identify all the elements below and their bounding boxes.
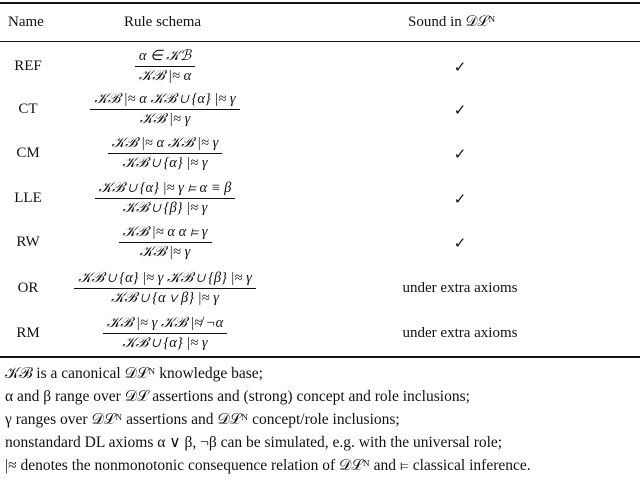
- rule-name: RM: [16, 325, 40, 341]
- table-row: [0, 89, 640, 133]
- rule-premise: 𝒦ℬ ∪ {α} |≈ γ ⊨ α ≡ β: [95, 179, 236, 199]
- footnote-line: |≈ denotes the nonmonotonic consequence relation of 𝒟ℒᴺ and ⊨ classical inference.: [5, 457, 531, 474]
- rule-schema: [50, 47, 280, 86]
- rule-premise: 𝒦ℬ ∪ {α} |≈ γ 𝒦ℬ ∪ {β} |≈ γ: [74, 269, 256, 289]
- table-row: [0, 133, 640, 177]
- sound-status: ✓: [453, 60, 467, 76]
- rule-name: REF: [14, 58, 42, 74]
- rule-conclusion: 𝒦ℬ |≈ γ: [139, 244, 191, 260]
- sound-status: under extra axioms: [402, 325, 518, 341]
- footnote-line: α and β range over 𝒟ℒ assertions and (strong) concept and role inclusions;: [5, 388, 470, 405]
- footnote-line: 𝒦ℬ is a canonical 𝒟ℒᴺ knowledge base;: [5, 365, 263, 382]
- sound-status: under extra axioms: [402, 280, 518, 296]
- table-row: [0, 178, 640, 222]
- rule-schema: [50, 314, 280, 353]
- table-row: [0, 313, 640, 357]
- rule-conclusion: 𝒦ℬ |≈ γ: [139, 111, 191, 127]
- rule-name: OR: [17, 280, 39, 296]
- rule-conclusion: 𝒦ℬ ∪ {α} |≈ γ: [122, 155, 208, 171]
- rule-name: CM: [16, 145, 40, 161]
- rule-premise: 𝒦ℬ |≈ α 𝒦ℬ ∪ {α} |≈ γ: [90, 90, 239, 110]
- sound-status: ✓: [453, 236, 467, 252]
- rule-name: RW: [16, 234, 40, 250]
- rule-name: LLE: [14, 190, 42, 206]
- sound-status: ✓: [453, 147, 467, 163]
- rule-premise: 𝒦ℬ |≈ α α ⊨ γ: [119, 223, 212, 243]
- footnote-line: γ ranges over 𝒟ℒᴺ assertions and 𝒟ℒᴺ concept/role inclusions;: [5, 411, 400, 428]
- sound-status: ✓: [453, 103, 467, 119]
- header-name: Name: [8, 14, 44, 30]
- rule-conclusion: 𝒦ℬ |≈ α: [138, 68, 192, 84]
- rule-conclusion: 𝒦ℬ ∪ {β} |≈ γ: [122, 200, 208, 216]
- rule-schema: [50, 269, 280, 308]
- bottom-rule: [0, 356, 640, 358]
- top-rule: [0, 2, 640, 4]
- rule-name: CT: [18, 101, 38, 117]
- rule-schema: [50, 223, 280, 262]
- rule-schema: [50, 134, 280, 173]
- header-sound: Sound in 𝒟ℒᴺ: [408, 14, 496, 30]
- rule-conclusion: 𝒦ℬ ∪ {α} |≈ γ: [122, 335, 208, 351]
- rule-premise: 𝒦ℬ |≈ α 𝒦ℬ |≈ γ: [108, 134, 223, 154]
- table-row: [0, 222, 640, 266]
- footnote-line: nonstandard DL axioms α ∨ β, ¬β can be simulated, e.g. with the universal role;: [5, 434, 503, 451]
- rule-premise: α ∈ 𝒦ℬ: [135, 47, 195, 67]
- rule-schema: [50, 179, 280, 218]
- table-row: [0, 46, 640, 90]
- header-rule-schema: Rule schema: [124, 14, 202, 30]
- rule-conclusion: 𝒦ℬ ∪ {α ∨ β} |≈ γ: [111, 290, 219, 306]
- rule-schema: [50, 90, 280, 129]
- table-row: [0, 268, 640, 312]
- rule-premise: 𝒦ℬ |≈ γ 𝒦ℬ |≉ ¬α: [103, 314, 227, 334]
- header-rule: [0, 41, 640, 42]
- sound-status: ✓: [453, 192, 467, 208]
